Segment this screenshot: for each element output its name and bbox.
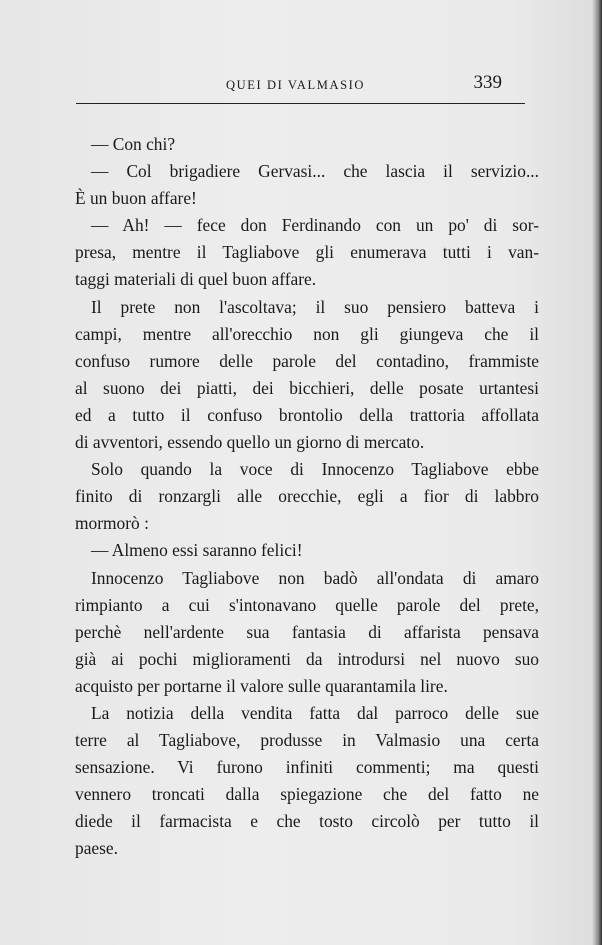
text-line: già ai pochi miglioramenti da introdursi nel nuovo suo bbox=[75, 648, 539, 669]
text-line: ed a tutto il confuso brontolio della trattoria affollata bbox=[75, 404, 539, 425]
page-number: 339 bbox=[473, 72, 502, 93]
text-line: terre al Tagliabove, produsse in Valmasio una certa bbox=[75, 730, 539, 751]
text-line: acquisto per portarne il valore sulle quarantamila lire. bbox=[75, 675, 448, 696]
text-line: taggi materiali di quel buon affare. bbox=[75, 269, 317, 290]
text-line: Solo quando la voce di Innocenzo Tagliabove ebbe bbox=[91, 459, 539, 480]
text-line: La notizia della vendita fatta dal parroco delle sue bbox=[91, 702, 539, 723]
text-line: rimpianto a cui s'intonavano quelle parole del prete, bbox=[75, 594, 539, 615]
text-line: — Con chi? bbox=[91, 134, 176, 154]
body-text bbox=[75, 131, 539, 863]
page-header bbox=[76, 72, 526, 98]
text-line: presa, mentre il Tagliabove gli enumerava tutti i van- bbox=[75, 242, 539, 263]
text-line: vennero troncati dalla spiegazione che del fatto ne bbox=[75, 784, 539, 805]
text-line: sensazione. Vi furono infiniti commenti; ma questi bbox=[75, 757, 539, 778]
text-line: paese. bbox=[75, 838, 118, 859]
text-line: Innocenzo Tagliabove non badò all'ondata di amaro bbox=[91, 567, 539, 588]
text-line: È un buon affare! bbox=[75, 188, 197, 209]
text-line: Il prete non l'ascoltava; il suo pensiero batteva i bbox=[91, 296, 539, 317]
text-line: — Ah! — fece don Ferdinando con un po' di sor- bbox=[91, 215, 539, 236]
text-line: finito di ronzargli alle orecchie, egli a fior di labbro bbox=[75, 486, 539, 507]
page-edge-shadow bbox=[592, 0, 602, 945]
text-line: perchè nell'ardente sua fantasia di affarista pensava bbox=[75, 621, 539, 642]
text-line: diede il farmacista e che tosto circolò per tutto il bbox=[75, 811, 539, 832]
text-line: al suono dei piatti, dei bicchieri, delle posate urtantesi bbox=[75, 377, 539, 398]
text-line: — Col brigadiere Gervasi... che lascia il servizio... bbox=[91, 161, 539, 182]
text-line: confuso rumore delle parole del contadino, frammiste bbox=[75, 350, 539, 371]
text-line: mormorò : bbox=[75, 513, 149, 534]
text-line: campi, mentre all'orecchio non gli giungeva che il bbox=[75, 323, 539, 344]
running-title: QUEI DI VALMASIO bbox=[226, 78, 366, 92]
header-rule bbox=[76, 103, 525, 104]
text-line: — Almeno essi saranno felici! bbox=[91, 540, 303, 561]
text-line: di avventori, essendo quello un giorno di mercato. bbox=[75, 432, 425, 453]
